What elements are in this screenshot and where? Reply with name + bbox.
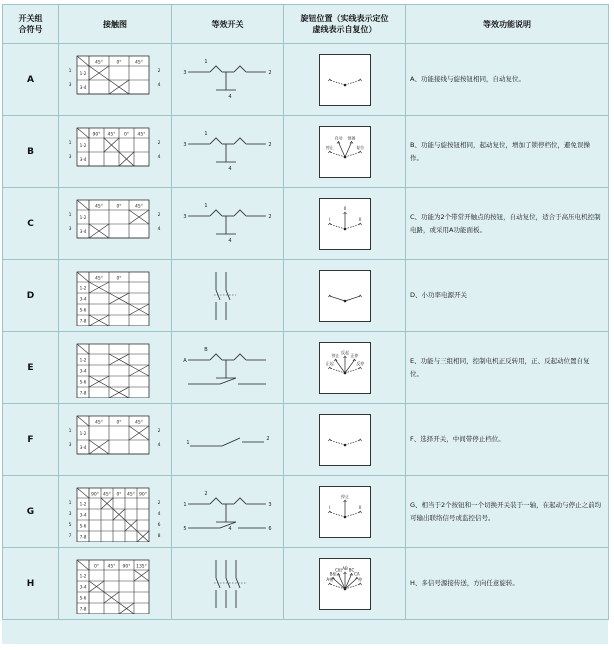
knob-position-label: 反停 — [355, 360, 364, 366]
equivalent-switch-schematic — [180, 194, 276, 254]
switch-spec-table-container — [2, 4, 608, 644]
contact-angle-label: 45° — [95, 204, 103, 209]
knob-position-cell — [284, 260, 406, 332]
contact-pair-label: 5-6 — [79, 307, 87, 312]
contact-pair-label: 1-2 — [79, 70, 87, 76]
switch-terminal-label: 2 — [267, 141, 272, 148]
function-description: D、小功率电源开关 — [406, 260, 609, 332]
equivalent-switch-schematic — [180, 50, 276, 110]
knob-position-label: C相 — [334, 566, 342, 572]
contact-pair-label: 1-2 — [79, 573, 87, 578]
contact-diagram-cell — [59, 44, 172, 116]
terminal-label: 3 — [68, 154, 72, 160]
switch-code: B — [3, 116, 59, 188]
table-row — [3, 332, 609, 404]
contact-angle-label: 45° — [135, 60, 143, 65]
contact-angle-label: 45° — [107, 564, 116, 569]
equivalent-switch-cell — [172, 332, 284, 404]
contact-angle-label: 45° — [103, 492, 111, 497]
table-row — [3, 548, 609, 620]
switch-terminal-label: B — [203, 346, 208, 353]
contact-pair-label: 7-8 — [79, 606, 87, 611]
table-row — [3, 188, 609, 260]
contact-diagram — [65, 50, 165, 110]
contact-angle-label: 45° — [95, 420, 103, 425]
knob-svg — [320, 55, 370, 105]
contact-pair-label: 7-8 — [79, 390, 87, 395]
contact-angle-label: 135° — [136, 564, 147, 569]
equivalent-switch-schematic — [180, 122, 276, 182]
switch-code: H — [3, 548, 59, 620]
contact-pair-label: 1-2 — [79, 357, 87, 362]
contact-diagram-cell — [59, 404, 172, 476]
contact-pair-label: 3-4 — [79, 512, 87, 517]
contact-angle-label: 45° — [95, 60, 103, 65]
contact-pair-label: 7-8 — [79, 534, 87, 539]
knob-position-cell — [284, 116, 406, 188]
switch-code: F — [3, 404, 59, 476]
knob-position-label: 复位 — [355, 144, 364, 150]
terminal-label: 7 — [68, 533, 72, 539]
contact-diagram — [65, 194, 165, 254]
equivalent-switch-schematic — [180, 482, 276, 542]
contact-angle-label: 0° — [116, 60, 122, 65]
switch-code: G — [3, 476, 59, 548]
terminal-label: 1 — [68, 140, 72, 146]
switch-code: D — [3, 260, 59, 332]
equivalent-switch-cell — [172, 476, 284, 548]
contact-pair-label: 5-6 — [79, 379, 87, 384]
switch-terminal-label: 2 — [267, 213, 272, 220]
knob-position-label: I — [328, 216, 330, 222]
terminal-label: 4 — [157, 226, 161, 232]
knob-position-cell — [284, 332, 406, 404]
contact-angle-label: 0° — [93, 564, 100, 569]
contact-angle-label: 45° — [127, 492, 135, 497]
knob-position-diagram — [319, 54, 371, 106]
terminal-label: 4 — [157, 511, 161, 517]
table-row — [3, 476, 609, 548]
terminal-label: 1 — [68, 212, 72, 218]
equivalent-switch-schematic — [180, 338, 276, 398]
terminal-label: 3 — [68, 442, 72, 448]
knob-position-label: II — [358, 504, 361, 510]
header-row — [3, 5, 609, 44]
contact-angle-label: 90° — [92, 132, 101, 137]
terminal-label: 3 — [68, 82, 72, 88]
knob-svg — [320, 415, 370, 465]
knob-position-label: 预备 — [347, 134, 356, 140]
knob-position-cell — [284, 404, 406, 476]
function-description: B、功能与旋按钮相同，起动复位，增加了锁停档位，避免误操作。 — [406, 116, 609, 188]
switch-terminal-label: 3 — [182, 141, 187, 148]
table-row — [3, 116, 609, 188]
switch-terminal-label: 1 — [182, 501, 187, 508]
contact-pair-label: 1-2 — [79, 285, 87, 290]
contact-pair-label: 7-8 — [79, 318, 87, 323]
contact-pair-label: 3-4 — [79, 368, 87, 373]
contact-pair-label: 5-6 — [79, 523, 87, 528]
contact-pair-label: 1-2 — [79, 501, 87, 506]
knob-position-cell — [284, 44, 406, 116]
switch-terminal-label: 3 — [267, 501, 272, 508]
terminal-label: 2 — [157, 140, 161, 146]
knob-position-diagram — [319, 270, 371, 322]
knob-position-diagram — [319, 342, 371, 394]
contact-angle-label: 90° — [91, 492, 99, 497]
contact-pair-label: 3-4 — [79, 584, 87, 589]
switch-code: E — [3, 332, 59, 404]
equivalent-switch-cell — [172, 548, 284, 620]
contact-angle-label: 0° — [116, 420, 122, 425]
switch-terminal-label: 3 — [182, 213, 187, 220]
contact-pair-label: 3-4 — [79, 228, 87, 234]
header-knob-position: 旋钮位置（实线表示定位 虚线表示自复位） — [284, 5, 406, 44]
function-description: C、功能为2个带常开触点的按钮，自动复位，适合于高压电机控制电路，或采用A功能面板。 — [406, 188, 609, 260]
knob-position-diagram — [319, 558, 371, 610]
knob-svg — [320, 127, 370, 177]
switch-terminal-label: 2 — [267, 69, 272, 76]
contact-pair-label: 1-2 — [79, 214, 87, 220]
terminal-label: 2 — [157, 428, 161, 434]
switch-code: A — [3, 44, 59, 116]
table-row — [3, 44, 609, 116]
contact-pair-label: 3-4 — [79, 156, 87, 162]
contact-diagram — [65, 122, 165, 182]
switch-terminal-label: 2 — [265, 435, 270, 442]
equivalent-switch-cell — [172, 44, 284, 116]
switch-terminal-label: 4 — [227, 165, 232, 172]
switch-spec-table — [2, 4, 609, 620]
contact-angle-label: 45° — [135, 420, 143, 425]
switch-terminal-label: 6 — [267, 525, 272, 532]
header-equivalent-switch: 等效开关 — [172, 5, 284, 44]
terminal-label: 6 — [157, 522, 161, 528]
contact-diagram — [65, 410, 165, 470]
contact-diagram — [65, 482, 165, 542]
function-description: G、相当于2个按钮和一个切换开关装于一轴，在起动与停止之前均可输出联络信号或监控信号。 — [406, 476, 609, 548]
switch-terminal-label: A — [182, 357, 187, 364]
contact-angle-label: 90° — [139, 492, 147, 497]
knob-svg — [320, 199, 370, 249]
header-code: 开关组 合符号 — [3, 5, 59, 44]
switch-code: C — [3, 188, 59, 260]
equivalent-switch-schematic — [180, 410, 276, 470]
function-description: F、选择开关，中间带停止档位。 — [406, 404, 609, 476]
switch-terminal-label: 4 — [227, 237, 232, 244]
contact-angle-label: 45° — [137, 132, 146, 137]
terminal-label: 2 — [157, 68, 161, 74]
knob-position-cell — [284, 548, 406, 620]
equivalent-switch-cell — [172, 260, 284, 332]
terminal-label: 5 — [68, 522, 72, 528]
knob-position-label: 反起 — [340, 349, 349, 355]
terminal-label: 3 — [68, 226, 72, 232]
header-function-description: 等效功能说明 — [406, 5, 609, 44]
table-row — [3, 404, 609, 476]
contact-diagram-cell — [59, 476, 172, 548]
knob-position-label: A相 — [325, 576, 333, 582]
contact-diagram — [65, 554, 165, 614]
switch-terminal-label: 1 — [185, 439, 190, 446]
knob-position-label: 正停 — [349, 352, 358, 358]
terminal-label: 1 — [68, 500, 72, 506]
header-contact-diagram: 接触图 — [59, 5, 172, 44]
knob-position-diagram — [319, 486, 371, 538]
knob-position-label: BC — [348, 566, 354, 572]
contact-diagram-cell — [59, 188, 172, 260]
function-description: A、功能接线与旋按钮相同，自动复位。 — [406, 44, 609, 116]
function-description: E、功能与三组相同，控制电机正反转用，正、反起动位置自复位。 — [406, 332, 609, 404]
knob-position-diagram — [319, 198, 371, 250]
terminal-label: 1 — [68, 68, 72, 74]
knob-position-label: B相 — [329, 570, 336, 576]
contact-diagram-cell — [59, 548, 172, 620]
equivalent-switch-cell — [172, 188, 284, 260]
knob-position-label: 停 — [357, 576, 362, 582]
knob-position-label: 自动 — [333, 134, 342, 140]
contact-diagram-cell — [59, 260, 172, 332]
switch-terminal-label: 3 — [182, 69, 187, 76]
contact-diagram — [65, 266, 165, 326]
contact-angle-label: 45° — [95, 276, 103, 281]
contact-angle-label: 90° — [122, 564, 131, 569]
knob-position-label: 正起 — [325, 360, 334, 366]
knob-position-label: II — [358, 216, 361, 222]
terminal-label: 1 — [68, 428, 72, 434]
knob-position-label: 停止 — [331, 352, 340, 358]
switch-terminal-label: 4 — [227, 525, 232, 532]
contact-angle-label: 0° — [116, 492, 122, 497]
switch-terminal-label: 1 — [203, 130, 208, 137]
switch-terminal-label: 1 — [203, 58, 208, 65]
equivalent-switch-cell — [172, 404, 284, 476]
contact-pair-label: 5-6 — [79, 595, 87, 600]
switch-terminal-label: 1 — [203, 202, 208, 209]
knob-position-label: 0 — [343, 205, 346, 211]
contact-pair-label: 3-4 — [79, 84, 87, 90]
contact-pair-label: 3-4 — [79, 444, 87, 450]
knob-svg — [320, 271, 370, 321]
contact-diagram-cell — [59, 332, 172, 404]
terminal-label: 3 — [68, 511, 72, 517]
knob-svg — [320, 559, 370, 609]
knob-position-label: 停止 — [340, 493, 349, 499]
contact-pair-label: 3-4 — [79, 296, 87, 301]
equivalent-switch-cell — [172, 116, 284, 188]
knob-position-cell — [284, 476, 406, 548]
knob-svg — [320, 343, 370, 393]
equivalent-switch-schematic — [180, 266, 276, 326]
equivalent-switch-schematic — [180, 554, 276, 614]
terminal-label: 2 — [157, 212, 161, 218]
contact-angle-label: 0° — [123, 132, 130, 137]
knob-position-label: 停止 — [325, 144, 334, 150]
terminal-label: 8 — [157, 533, 161, 539]
knob-position-label: AB — [341, 565, 348, 571]
knob-position-cell — [284, 188, 406, 260]
terminal-label: 4 — [157, 154, 161, 160]
knob-position-label: I — [328, 504, 330, 510]
terminal-label: 4 — [157, 442, 161, 448]
function-description: H、多信号源接传送，方向任意旋转。 — [406, 548, 609, 620]
switch-terminal-label: 5 — [182, 525, 187, 532]
contact-diagram — [65, 338, 165, 398]
switch-terminal-label: 4 — [227, 93, 232, 100]
contact-angle-label: 0° — [116, 204, 122, 209]
contact-diagram-cell — [59, 116, 172, 188]
contact-pair-label: 1-2 — [79, 430, 87, 436]
terminal-label: 4 — [157, 82, 161, 88]
contact-angle-label: 0° — [116, 276, 122, 281]
table-row — [3, 260, 609, 332]
switch-terminal-label: 2 — [203, 490, 208, 497]
knob-position-diagram — [319, 126, 371, 178]
contact-pair-label: 1-2 — [79, 142, 87, 148]
terminal-label: 2 — [157, 500, 161, 506]
contact-angle-label: 45° — [107, 132, 116, 137]
knob-position-diagram — [319, 414, 371, 466]
knob-svg — [320, 487, 370, 537]
contact-angle-label: 45° — [135, 204, 143, 209]
knob-position-label: CA — [353, 570, 360, 576]
